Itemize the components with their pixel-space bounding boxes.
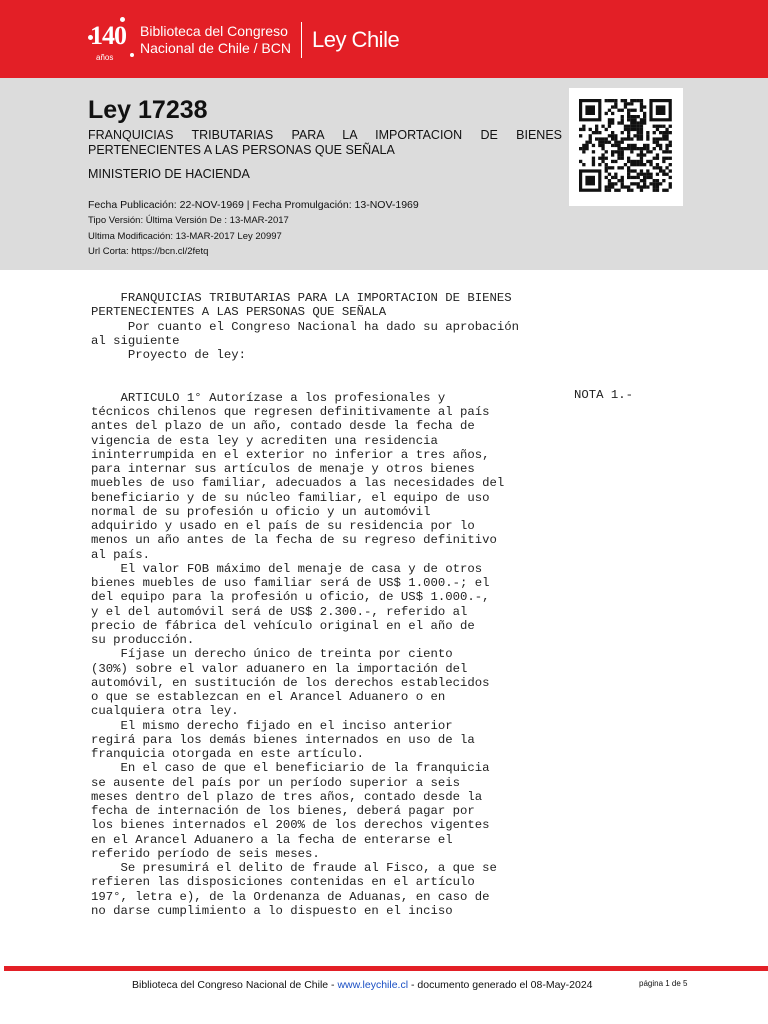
qr-code-icon xyxy=(569,88,683,206)
last-modification: Ultima Modificación: 13-MAR-2017 Ley 20997 xyxy=(88,231,282,242)
product-name: Ley Chile xyxy=(311,27,400,52)
margin-note[interactable]: NOTA 1.- xyxy=(574,388,634,402)
footer-credit: Biblioteca del Congreso Nacional de Chile - www.leychile.cl - documento generado el 08-May-2024 xyxy=(132,979,593,991)
footer-link[interactable]: www.leychile.cl xyxy=(337,979,409,991)
law-title: Ley 17238 xyxy=(88,96,208,124)
short-url[interactable]: Url Corta: https://bcn.cl/2fetq xyxy=(88,246,209,257)
publication-dates: Fecha Publicación: 22-NOV-1969 | Fecha Promulgación: 13-NOV-1969 xyxy=(88,199,419,211)
law-subject: FRANQUICIAS TRIBUTARIAS PARA LA IMPORTACION DE BIENES PERTENECIENTES A LAS PERSONAS QUE SEÑALA xyxy=(88,128,562,157)
anniversary-label: años xyxy=(96,53,114,62)
logo-divider xyxy=(301,22,302,58)
anniversary-badge xyxy=(88,15,134,65)
page-number: página 1 de 5 xyxy=(639,979,688,988)
version-type: Tipo Versión: Última Versión De : 13-MAR-2017 xyxy=(88,215,289,226)
library-name: Biblioteca del Congreso Nacional de Chile / BCN xyxy=(140,23,291,56)
anniversary-number: 140 xyxy=(90,21,126,50)
law-body-text: FRANQUICIAS TRIBUTARIAS PARA LA IMPORTACION DE BIENES PERTENECIENTES A LAS PERSONAS QUE SEÑALA Por cuanto el Congreso Nacional ha dado su aprobación al siguiente Proyecto de ley: ARTICULO 1° Autorízase a los profesionales y técnicos chilenos que regresen definitivamente al país antes del plazo de un año, contado desde la fecha de vigencia de esta ley y acrediten una residencia ininterrumpida en el exterior no inferior a tres años, para internar sus artículos de menaje y otros bienes muebles de uso familiar, adecuados a las necesidades del beneficiario y de su núcleo familiar, el equipo de uso normal de su profesión u oficio y un automóvil adquirido y usado en el país de su residencia por lo menos un año antes de la fecha de su regreso definitivo al país. El valor FOB máximo del menaje de casa y de otros bienes muebles de uso familiar será de US$ 1.000.-; el del equipo para la profesión u oficio, de US$ 1.000.-, y el del automóvil será de US$ 2.300.-, referido al precio de fábrica del vehículo original en el año de su producción. Fíjase un derecho único de treinta por ciento (30%) sobre el valor aduanero en la importación del automóvil, en sustitución de los derechos establecidos o que se establezcan en el Arancel Aduanero o en cualquiera otra ley. El mismo derecho fijado en el inciso anterior regirá para los demás bienes internados en uso de la franquicia otorgada en este artículo. En el caso de que el beneficiario de la franquicia se ausente del país por un período superior a seis meses dentro del plazo de tres años, contado desde la fecha de internación de los bienes, deberá pagar por los bienes internados el 200% de los derechos vigentes en el Arancel Aduanero a la fecha de enterarse el referido período de seis meses. Se presumirá el delito de fraude al Fisco, a que se refieren las disposiciones contenidas en el artículo 197°, letra e), de la Ordenanza de Aduanas, en caso de no darse cumplimiento a lo dispuesto en el inciso xyxy=(91,291,520,918)
law-ministry: MINISTERIO DE HACIENDA xyxy=(88,167,250,181)
top-banner xyxy=(0,0,768,78)
bcn-logo[interactable] xyxy=(88,14,399,66)
footer-divider xyxy=(4,966,768,971)
